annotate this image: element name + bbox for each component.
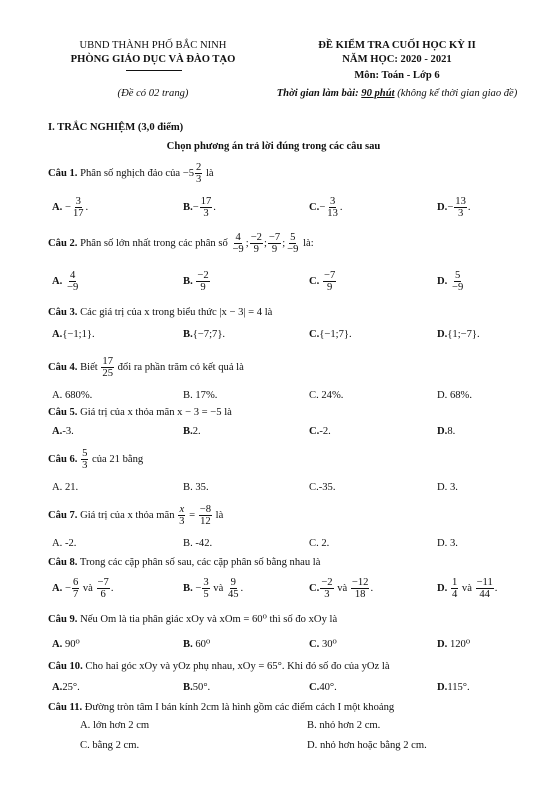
q3-option-d[interactable]: D.{1;−7}. [437, 329, 480, 340]
q8-option-b[interactable]: B. − $\frac{3}{5}$ và $\frac{9}{45}$ . [183, 577, 244, 601]
q1-option-d[interactable]: D.− $\frac{13}{3}$ . [437, 196, 471, 220]
q4-option-b[interactable]: B. 17%. [183, 390, 218, 401]
exam-title: ĐỀ KIỂM TRA CUỐI HỌC KỲ II [318, 40, 476, 51]
q6-option-a[interactable]: A. 21. [52, 482, 79, 493]
question-1: Câu 1. Phân số nghịch đảo của −5 $\frac{2}{3}$ là [48, 162, 214, 186]
q11-option-d[interactable]: D. nhỏ hơn hoặc bằng 2 cm. [307, 740, 427, 751]
org-line-2: PHÒNG GIÁO DỤC VÀ ĐÀO TẠO [70, 54, 236, 65]
time-value: 90 phút [361, 88, 395, 99]
q1-option-c[interactable]: C.− $\frac{3}{13}$ . [309, 196, 343, 220]
q5-option-d[interactable]: D.8. [437, 426, 456, 437]
q2-option-b[interactable]: B. $\frac{-2}{9}$ [183, 270, 209, 294]
q7-option-c[interactable]: C. 2. [309, 538, 330, 549]
q6-option-d[interactable]: D. 3. [437, 482, 458, 493]
q11-option-c[interactable]: C. bằng 2 cm. [80, 740, 140, 751]
q4-option-a[interactable]: A. 680%. [52, 390, 93, 401]
q5-option-b[interactable]: B.2. [183, 426, 201, 437]
question-10: Câu 10. Cho hai góc xOy và yOz phụ nhau, xOy = 65°. Khi đó số đo của yOz là [48, 661, 390, 672]
q11-option-b[interactable]: B. nhỏ hơn 2 cm. [307, 720, 381, 731]
q5-option-a[interactable]: A.-3. [52, 426, 74, 437]
fraction: $\frac{2}{3}$ [196, 162, 202, 186]
q4-option-d[interactable]: D. 68%. [437, 390, 473, 401]
q7-option-b[interactable]: B. -42. [183, 538, 213, 549]
q1-option-a[interactable]: A. − $\frac{3}{17}$ . [52, 196, 89, 220]
q8-option-d[interactable]: D. $\frac{1}{4}$ và $\frac{-11}{44}$ . [437, 577, 498, 601]
q3-option-c[interactable]: C.{−1;7}. [309, 329, 352, 340]
q2-option-d[interactable]: D. $\frac{5}{-9}$ [437, 270, 464, 294]
q2-option-c[interactable]: C. $\frac{-7}{9}$ [309, 270, 336, 294]
q5-option-c[interactable]: C.-2. [309, 426, 331, 437]
q9-option-a[interactable]: A. 90⁰ [52, 639, 80, 650]
q11-option-a[interactable]: A. lớn hơn 2 cm [80, 720, 150, 731]
question-6: Câu 6. $\frac{5}{3}$ của 21 bằng [48, 448, 144, 472]
time-note: (không kể thời gian giao đề) [394, 88, 518, 99]
question-8: Câu 8. Trong các cặp phân số sau, các cặp phân số bằng nhau là [48, 557, 321, 568]
q2-option-a[interactable]: A. $\frac{4}{-9}$ [52, 270, 79, 294]
time-line [262, 88, 532, 101]
q10-option-b[interactable]: B.50°. [183, 682, 211, 693]
q8-option-c[interactable]: C. $\frac{-2}{3}$ và $\frac{-12}{18}$ . [309, 577, 374, 601]
q8-option-a[interactable]: A. − $\frac{6}{7}$ và $\frac{-7}{6}$ . [52, 577, 114, 601]
subject: Môn: Toán - Lớp 6 [354, 70, 440, 81]
question-9: Câu 9. Nếu Om là tia phân giác xOy và xOm = 60⁰ thì số đo xOy là [48, 614, 338, 625]
section-instruction: Chọn phương án trả lời đúng trong các câu sau [166, 141, 381, 152]
question-2: Câu 2. Phân số lớn nhất trong các phân số $\frac{4}{-9}$ ; $\frac{-2}{9}$ ; $\frac{-7}{9}$ ; $\frac{5}{-9}$ là: [48, 232, 314, 256]
q9-option-c[interactable]: C. 30⁰ [309, 639, 337, 650]
pages-note: (Đề có 02 trang) [117, 88, 189, 99]
q6-option-b[interactable]: B. 35. [183, 482, 209, 493]
q9-option-d[interactable]: D. 120⁰ [437, 639, 471, 650]
question-7: Câu 7. Giá trị của x thỏa mãn $\frac{x}{3}$ = $\frac{-8}{12}$ là [48, 504, 224, 528]
q3-option-a[interactable]: A.{−1;1}. [52, 329, 95, 340]
time-label: Thời gian làm bài: [276, 88, 362, 99]
q4-option-c[interactable]: C. 24%. [309, 390, 344, 401]
q6-option-c[interactable]: C.-35. [309, 482, 336, 493]
question-label: Câu 1. [48, 168, 78, 180]
question-5: Câu 5. Giá trị của x thỏa mãn x − 3 = −5 là [48, 407, 232, 418]
mixed-whole: −5 [182, 168, 195, 180]
q9-option-b[interactable]: B. 60⁰ [183, 639, 211, 650]
q10-option-a[interactable]: A.25°. [52, 682, 80, 693]
school-year: NĂM HỌC: 2020 - 2021 [342, 54, 452, 65]
q1-option-b[interactable]: B.− $\frac{17}{3}$ . [183, 196, 216, 220]
q10-option-d[interactable]: D.115°. [437, 682, 470, 693]
q3-option-b[interactable]: B.{−7;7}. [183, 329, 226, 340]
org-line-1: UBND THÀNH PHỐ BẮC NINH [79, 40, 227, 51]
section-title: I. TRẮC NGHIỆM (3,0 điểm) [48, 122, 184, 133]
q7-option-a[interactable]: A. -2. [52, 538, 77, 549]
q10-option-c[interactable]: C.40°. [309, 682, 337, 693]
question-4: Câu 4. Biết $\frac{17}{25}$ đổi ra phần trăm có kết quả là [48, 356, 244, 380]
question-3: Câu 3. Các giá trị của x trong biểu thức |x − 3| = 4 là [48, 307, 273, 318]
question-text: Phân số nghịch đảo của [77, 168, 183, 180]
q7-option-d[interactable]: D. 3. [437, 538, 458, 549]
header-divider [126, 70, 182, 71]
question-11: Câu 11. Đường tròn tâm I bán kính 2cm là hình gồm các điểm cách I một khoảng [48, 702, 395, 713]
